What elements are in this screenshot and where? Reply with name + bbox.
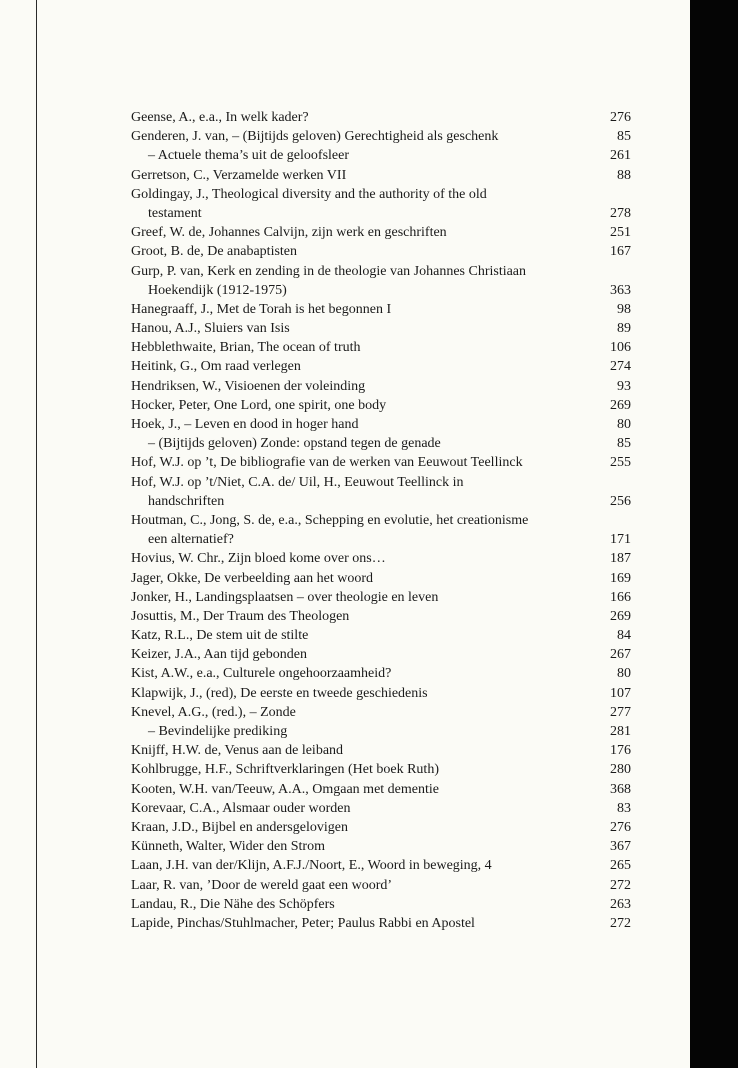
entry-page-number: 80 [617, 417, 631, 432]
entry-title: – (Bijtijds geloven) Zonde: opstand tegen de genade [148, 436, 441, 452]
entry-title: – Actuele thema’s uit de geloofsleer [148, 148, 349, 164]
index-entry [131, 377, 631, 396]
entry-page-number: 80 [617, 666, 631, 682]
index-entry [131, 262, 631, 300]
entry-title: – Bevindelijke prediking [148, 724, 288, 739]
entry-page-number: 93 [617, 378, 631, 394]
entry-page-number: 261 [610, 148, 631, 164]
index-entry [131, 396, 631, 415]
entry-title: Klapwijk, J., (red), De eerste en tweede geschiedenis [131, 685, 428, 701]
entry-title: Knijff, H.W. de, Venus aan de leiband [131, 743, 344, 759]
entry-page-number: 85 [617, 129, 631, 145]
index-entry [131, 684, 631, 703]
entry-title: Landau, R., Die Nähe des Schöpfers [131, 896, 335, 912]
index-entry [131, 914, 631, 933]
entry-page-number: 85 [617, 436, 631, 452]
index-entry [131, 799, 631, 818]
entry-title: Keizer, J.A., Aan tijd gebonden [131, 647, 307, 663]
entry-page-number: 269 [610, 397, 631, 413]
index-entry [131, 607, 631, 626]
entry-title: Hoek, J., – Leven en dood in hoger hand [131, 417, 359, 432]
index-entry [131, 300, 631, 319]
entry-page-number: 363 [610, 282, 631, 298]
index-entry [131, 818, 631, 837]
entry-title: Kohlbrugge, H.F., Schriftverklaringen (Het boek Ruth) [131, 762, 439, 778]
entry-page-number: 171 [610, 532, 631, 548]
page-left-rule [36, 0, 37, 1068]
index-entry [131, 108, 631, 127]
index-entry [131, 569, 631, 588]
entry-title: Jager, Okke, De verbeelding aan het woord [131, 570, 374, 586]
entry-page-number: 367 [610, 839, 631, 855]
entry-title-continuation: testament [148, 205, 202, 221]
entry-page-number: 267 [610, 647, 631, 663]
entry-page-number: 368 [610, 781, 631, 797]
entry-title: Heitink, G., Om raad verlegen [131, 359, 301, 375]
entry-page-number: 263 [610, 896, 631, 912]
entry-page-number: 276 [610, 819, 631, 835]
entry-page-number: 251 [610, 225, 631, 241]
entry-page-number: 166 [610, 589, 631, 605]
index-entry [131, 473, 631, 511]
entry-page-number: 269 [610, 608, 631, 624]
entry-title-continuation: Hoekendijk (1912-1975) [148, 282, 287, 298]
index-entry [131, 876, 631, 895]
index-entry [131, 357, 631, 376]
entry-title: Gurp, P. van, Kerk en zending in de theologie van Johannes Christiaan [131, 263, 527, 279]
index-entry [131, 645, 631, 664]
entry-page-number: 83 [617, 800, 631, 816]
entry-title: Hanegraaff, J., Met de Torah is het begonnen I [131, 301, 392, 317]
entry-title: Hof, W.J. op ’t/Niet, C.A. de/ Uil, H., Eeuwout Teellinck in [131, 474, 464, 490]
entry-title: Houtman, C., Jong, S. de, e.a., Schepping en evolutie, het creationisme [131, 512, 529, 528]
entry-page-number: 84 [617, 628, 631, 644]
entry-title: Genderen, J. van, – (Bijtijds geloven) Gerechtigheid als geschenk [131, 129, 499, 145]
entry-page-number: 272 [610, 915, 631, 931]
entry-title: Geense, A., e.a., In welk kader? [131, 110, 309, 125]
entry-title: Künneth, Walter, Wider den Strom [131, 839, 325, 855]
entry-page-number: 89 [617, 321, 631, 337]
entry-title: Hof, W.J. op ’t, De bibliografie van de werken van Eeuwout Teellinck [131, 455, 523, 471]
entry-page-number: 187 [610, 551, 631, 567]
index-entry [131, 895, 631, 914]
entry-page-number: 276 [610, 110, 631, 125]
book-index-list [131, 108, 631, 933]
index-entry [131, 166, 631, 185]
entry-page-number: 265 [610, 858, 631, 874]
entry-page-number: 88 [617, 167, 631, 183]
entry-title: Laar, R. van, ’Door de wereld gaat een woord’ [131, 877, 393, 893]
index-entry [131, 722, 631, 741]
entry-title: Hendriksen, W., Visioenen der voleinding [131, 378, 366, 394]
index-entry [131, 127, 631, 146]
entry-page-number: 281 [610, 724, 631, 739]
index-entry [131, 760, 631, 779]
entry-title: Hocker, Peter, One Lord, one spirit, one body [131, 397, 387, 413]
entry-title: Laan, J.H. van der/Klijn, A.F.J./Noort, E., Woord in beweging, 4 [131, 858, 492, 874]
entry-title: Groot, B. de, De anabaptisten [131, 244, 298, 260]
entry-page-number: 274 [610, 359, 631, 375]
entry-page-number: 255 [610, 455, 631, 471]
entry-title: Kraan, J.D., Bijbel en andersgelovigen [131, 819, 348, 835]
index-entry [131, 588, 631, 607]
entry-page-number: 169 [610, 570, 631, 586]
index-entry [131, 453, 631, 472]
entry-title: Greef, W. de, Johannes Calvijn, zijn werk en geschriften [131, 225, 447, 241]
entry-title: Knevel, A.G., (red.), – Zonde [131, 704, 296, 720]
index-entry [131, 856, 631, 875]
index-entry [131, 242, 631, 261]
entry-title: Kooten, W.H. van/Teeuw, A.A., Omgaan met dementie [131, 781, 439, 797]
index-entry [131, 415, 631, 434]
entry-page-number: 98 [617, 301, 631, 317]
index-entry [131, 664, 631, 683]
index-entry [131, 338, 631, 357]
index-entry [131, 223, 631, 242]
index-entry [131, 511, 631, 549]
entry-title: Katz, R.L., De stem uit de stilte [131, 628, 309, 644]
entry-title: Lapide, Pinchas/Stuhlmacher, Peter; Paulus Rabbi en Apostel [131, 915, 475, 931]
entry-page-number: 272 [610, 877, 631, 893]
entry-title: Hovius, W. Chr., Zijn bloed kome over ons… [131, 551, 386, 567]
index-entry [131, 434, 631, 453]
entry-page-number: 176 [610, 743, 631, 759]
entry-title: Kist, A.W., e.a., Culturele ongehoorzaamheid? [131, 666, 392, 682]
index-entry [131, 780, 631, 799]
entry-title: Hanou, A.J., Sluiers van Isis [131, 321, 290, 337]
index-entry [131, 741, 631, 760]
entry-page-number: 278 [610, 205, 631, 221]
entry-page-number: 107 [610, 685, 631, 701]
scan-right-border [690, 0, 738, 1068]
index-entry [131, 319, 631, 338]
entry-page-number: 256 [610, 493, 631, 509]
entry-title: Josuttis, M., Der Traum des Theologen [131, 608, 350, 624]
index-entry [131, 837, 631, 856]
entry-title: Gerretson, C., Verzamelde werken VII [131, 167, 347, 183]
entry-title: Goldingay, J., Theological diversity and the authority of the old [131, 186, 487, 202]
entry-page-number: 280 [610, 762, 631, 778]
entry-title: Jonker, H., Landingsplaatsen – over theologie en leven [131, 589, 439, 605]
entry-page-number: 277 [610, 704, 631, 720]
index-entry [131, 185, 631, 223]
index-entry [131, 146, 631, 165]
entry-title: Hebblethwaite, Brian, The ocean of truth [131, 340, 361, 356]
entry-title-continuation: handschriften [148, 493, 225, 509]
entry-title: Korevaar, C.A., Alsmaar ouder worden [131, 800, 351, 816]
entry-title-continuation: een alternatief? [148, 532, 234, 548]
index-entry [131, 549, 631, 568]
index-entry [131, 626, 631, 645]
entry-page-number: 167 [610, 244, 631, 260]
entry-page-number: 106 [610, 340, 631, 356]
index-entry [131, 703, 631, 722]
